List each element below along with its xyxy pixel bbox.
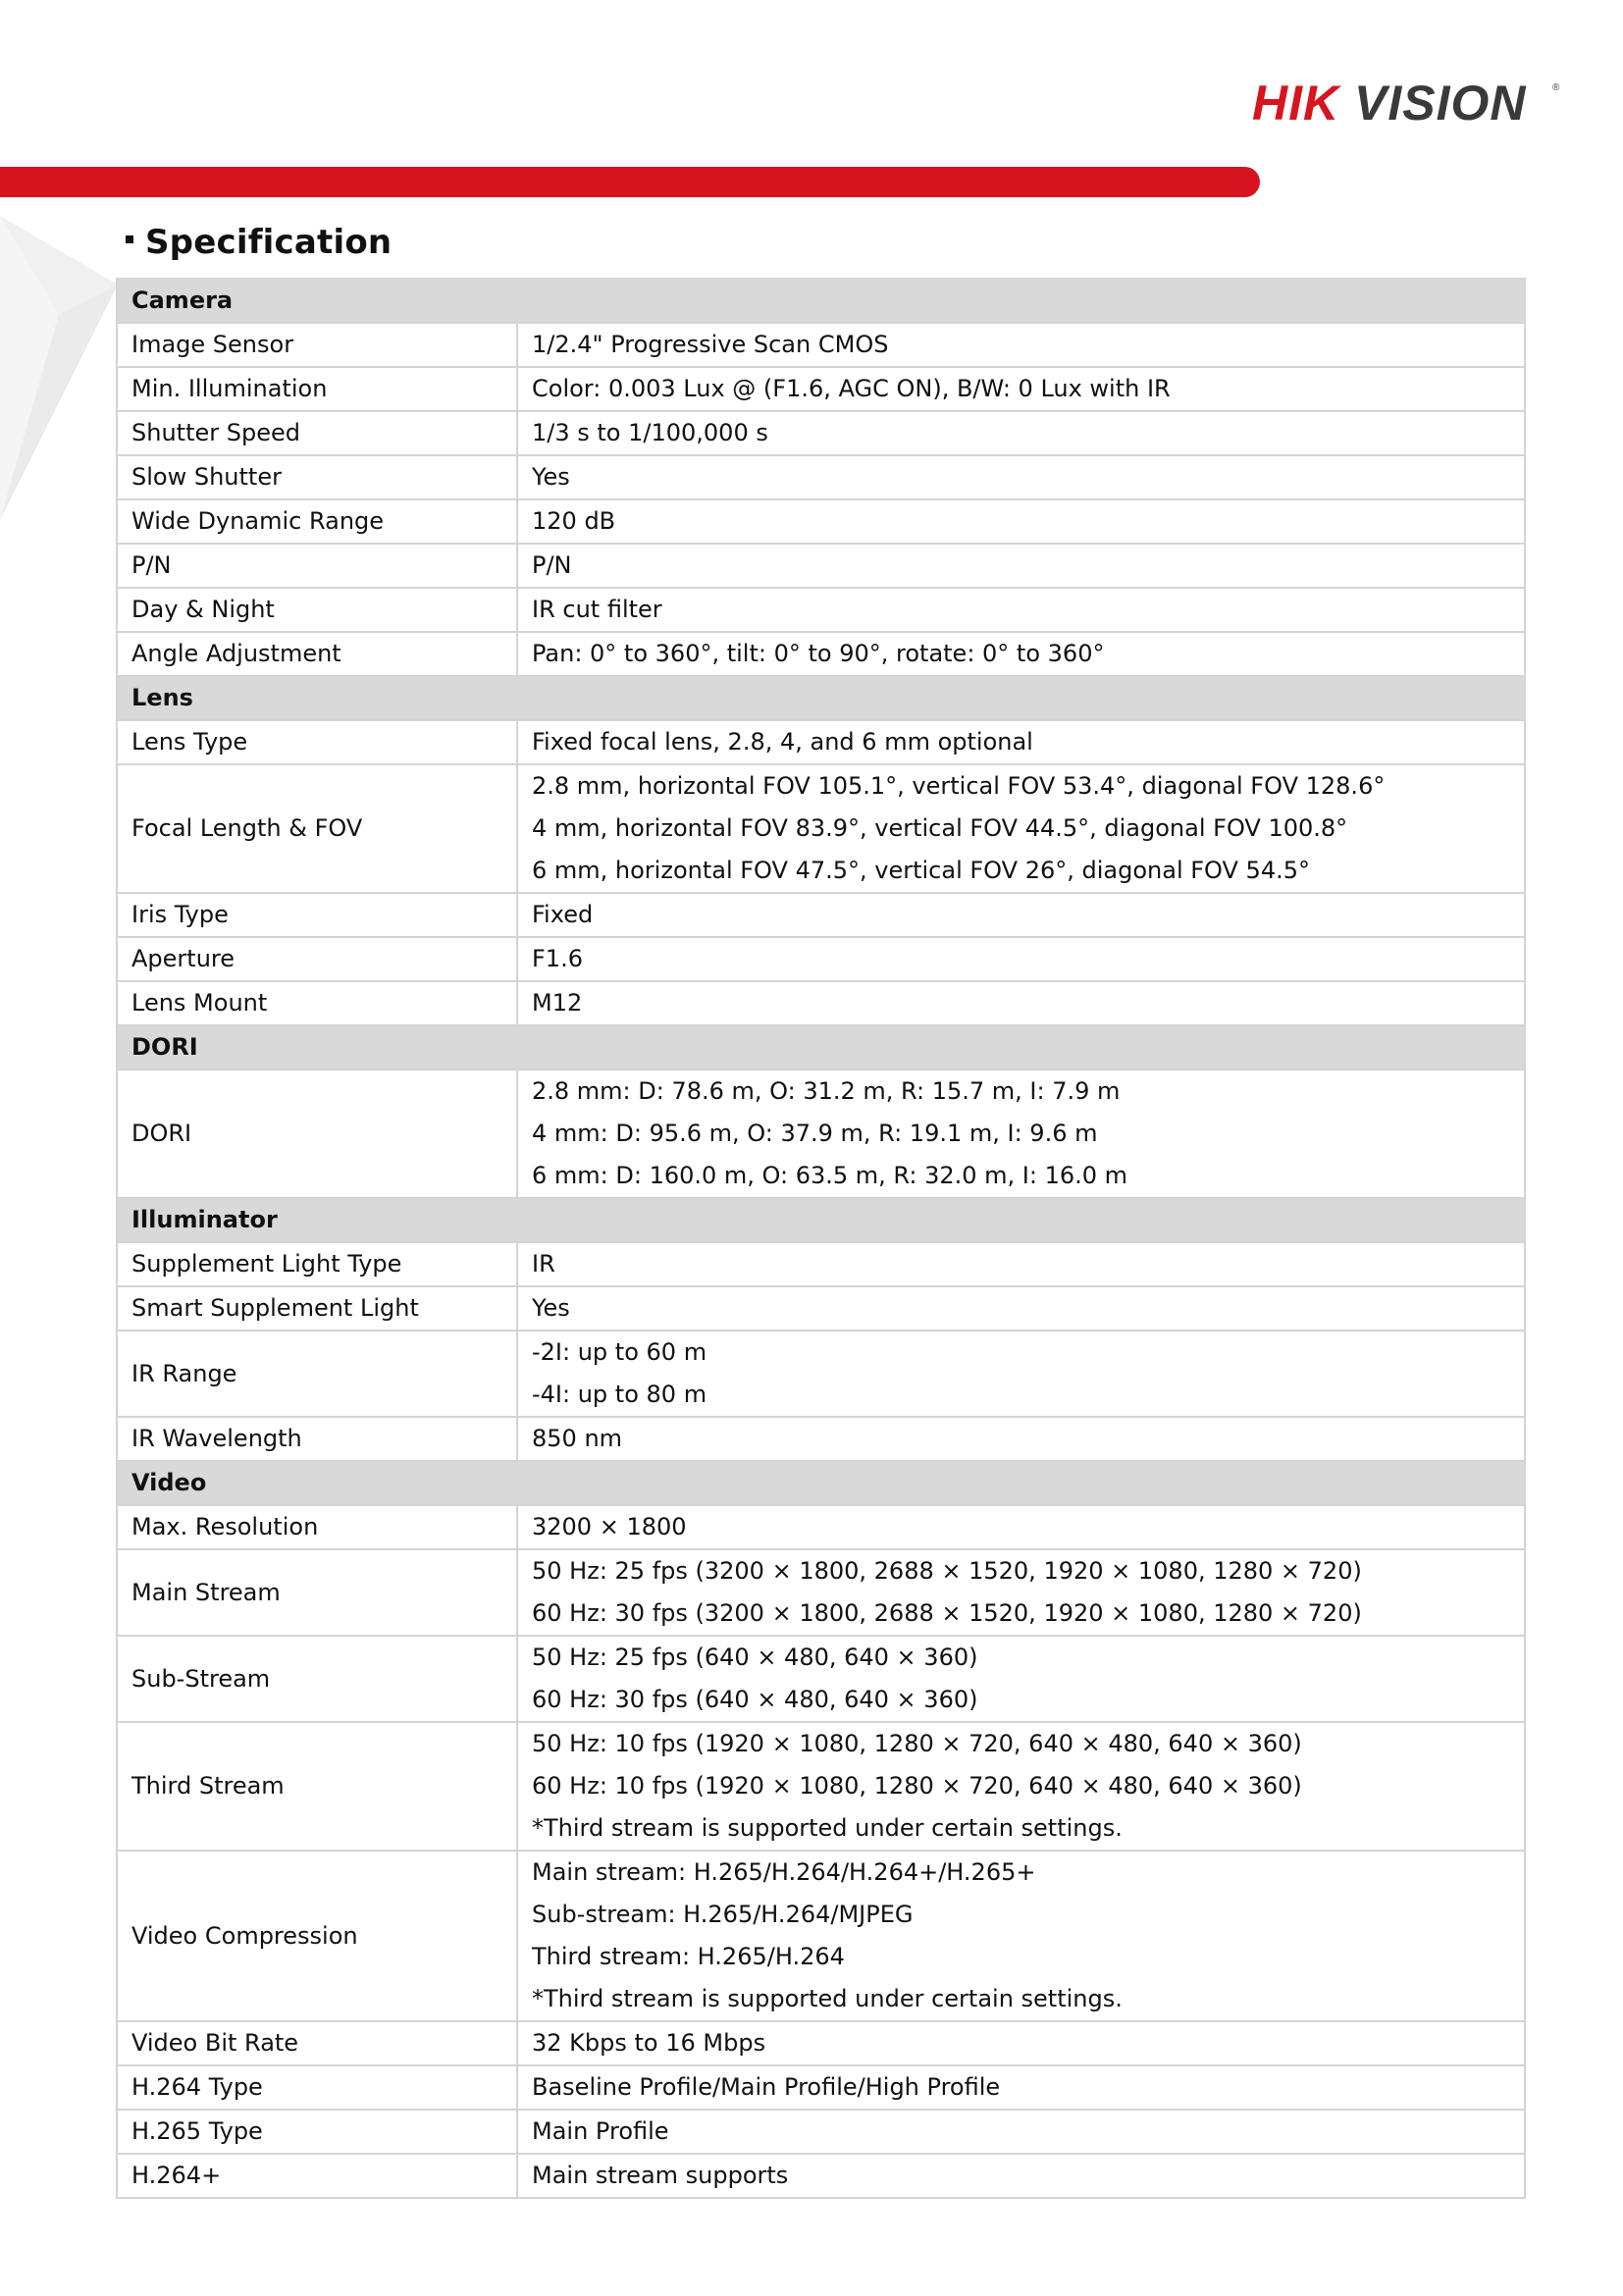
spec-value-cell — [517, 1636, 1525, 1722]
spec-label: DORI — [117, 1070, 517, 1198]
spec-row — [117, 1851, 1525, 2021]
spec-value: 850 nm — [532, 1425, 623, 1452]
spec-value-cell — [517, 1549, 1525, 1636]
spec-value: Fixed focal lens, 2.8, 4, and 6 mm optional — [532, 728, 1033, 756]
spec-value: 50 Hz: 10 fps (1920 × 1080, 1280 × 720, 640 × 480, 640 × 360) — [532, 1730, 1302, 1757]
spec-label: Supplement Light Type — [117, 1242, 517, 1286]
spec-value: -2I: up to 60 m — [532, 1338, 707, 1366]
spec-value: Pan: 0° to 360°, tilt: 0° to 90°, rotate: 0° to 360° — [532, 640, 1105, 667]
spec-value: 4 mm: D: 95.6 m, O: 37.9 m, R: 19.1 m, I: 9.6 m — [532, 1120, 1098, 1147]
spec-row — [117, 588, 1525, 632]
spec-label: Aperture — [117, 937, 517, 981]
spec-value-cell — [517, 632, 1525, 676]
spec-value-cell — [517, 455, 1525, 499]
spec-label: Max. Resolution — [117, 1505, 517, 1549]
spec-label: Min. Illumination — [117, 367, 517, 411]
spec-value-cell — [517, 2110, 1525, 2154]
spec-value-cell — [517, 2065, 1525, 2110]
spec-row — [117, 1070, 1525, 1198]
spec-value: 60 Hz: 10 fps (1920 × 1080, 1280 × 720, 640 × 480, 640 × 360) — [532, 1772, 1302, 1800]
spec-value-cell — [517, 367, 1525, 411]
decorative-shape — [0, 196, 128, 530]
spec-label: H.264+ — [117, 2154, 517, 2198]
spec-value: 60 Hz: 30 fps (3200 × 1800, 2688 × 1520, 1920 × 1080, 1280 × 720) — [532, 1599, 1362, 1627]
spec-label: Lens Mount — [117, 981, 517, 1025]
spec-row — [117, 323, 1525, 367]
spec-value-cell — [517, 2021, 1525, 2065]
section-title: DORI — [117, 1025, 1525, 1070]
spec-value: Main Profile — [532, 2117, 669, 2145]
spec-table — [116, 278, 1526, 2199]
spec-value: 1/2.4" Progressive Scan CMOS — [532, 331, 889, 358]
spec-value: IR — [532, 1250, 555, 1278]
section-header-row — [117, 676, 1525, 720]
spec-value-cell — [517, 499, 1525, 544]
spec-row — [117, 367, 1525, 411]
spec-value-cell — [517, 588, 1525, 632]
hikvision-logo — [1252, 73, 1566, 131]
spec-value: Sub-stream: H.265/H.264/MJPEG — [532, 1901, 914, 1928]
spec-value: F1.6 — [532, 945, 583, 972]
spec-value-cell — [517, 1242, 1525, 1286]
spec-value: 6 mm: D: 160.0 m, O: 63.5 m, R: 32.0 m, I: 16.0 m — [532, 1162, 1128, 1189]
spec-label: Iris Type — [117, 893, 517, 937]
spec-value: Color: 0.003 Lux @ (F1.6, AGC ON), B/W: 0 Lux with IR — [532, 375, 1171, 402]
spec-label: P/N — [117, 544, 517, 588]
spec-row — [117, 2065, 1525, 2110]
spec-value-cell — [517, 1331, 1525, 1417]
spec-value: *Third stream is supported under certain settings. — [532, 1985, 1123, 2012]
spec-label: IR Range — [117, 1331, 517, 1417]
spec-row — [117, 499, 1525, 544]
spec-value: 32 Kbps to 16 Mbps — [532, 2029, 766, 2057]
spec-value: *Third stream is supported under certain settings. — [532, 1814, 1123, 1842]
spec-value: Main stream supports — [532, 2162, 789, 2189]
spec-row — [117, 981, 1525, 1025]
spec-label: Day & Night — [117, 588, 517, 632]
spec-row — [117, 2154, 1525, 2198]
spec-row — [117, 455, 1525, 499]
spec-value: M12 — [532, 989, 583, 1017]
spec-label: H.265 Type — [117, 2110, 517, 2154]
section-title: Camera — [117, 279, 1525, 323]
spec-row — [117, 1417, 1525, 1461]
spec-label: H.264 Type — [117, 2065, 517, 2110]
spec-label: Third Stream — [117, 1722, 517, 1851]
spec-value-cell — [517, 764, 1525, 893]
spec-value: Fixed — [532, 901, 594, 928]
spec-value-cell — [517, 1417, 1525, 1461]
spec-value: 6 mm, horizontal FOV 47.5°, vertical FOV 26°, diagonal FOV 54.5° — [532, 857, 1310, 884]
spec-row — [117, 1505, 1525, 1549]
spec-value-cell — [517, 1505, 1525, 1549]
spec-value-cell — [517, 893, 1525, 937]
spec-label: Focal Length & FOV — [117, 764, 517, 893]
page-title-block — [126, 218, 392, 267]
spec-label: Lens Type — [117, 720, 517, 764]
spec-row — [117, 1636, 1525, 1722]
spec-label: Video Bit Rate — [117, 2021, 517, 2065]
spec-row — [117, 1242, 1525, 1286]
spec-value: 50 Hz: 25 fps (3200 × 1800, 2688 × 1520, 1920 × 1080, 1280 × 720) — [532, 1557, 1362, 1585]
spec-value-cell — [517, 1722, 1525, 1851]
spec-value-cell — [517, 1286, 1525, 1331]
spec-row — [117, 1722, 1525, 1851]
spec-value: P/N — [532, 551, 572, 579]
spec-label: Image Sensor — [117, 323, 517, 367]
page-title: Specification — [145, 223, 393, 262]
svg-text:VISION: VISION — [1354, 76, 1527, 130]
spec-value: -4I: up to 80 m — [532, 1381, 707, 1408]
section-title: Lens — [117, 676, 1525, 720]
header-accent-bar — [0, 167, 1260, 197]
spec-value: Yes — [532, 1294, 570, 1322]
spec-row — [117, 632, 1525, 676]
spec-value-cell — [517, 981, 1525, 1025]
spec-value: 120 dB — [532, 507, 616, 535]
section-header-row — [117, 1025, 1525, 1070]
spec-value: Yes — [532, 463, 570, 491]
spec-value: Baseline Profile/Main Profile/High Profile — [532, 2073, 1001, 2101]
spec-label: Shutter Speed — [117, 411, 517, 455]
section-header-row — [117, 1461, 1525, 1505]
svg-text:HIK: HIK — [1252, 76, 1340, 130]
spec-value: IR cut filter — [532, 596, 662, 623]
spec-row — [117, 893, 1525, 937]
spec-value-cell — [517, 411, 1525, 455]
spec-row — [117, 720, 1525, 764]
spec-row — [117, 2021, 1525, 2065]
spec-value-cell — [517, 544, 1525, 588]
spec-value: 2.8 mm: D: 78.6 m, O: 31.2 m, R: 15.7 m, I: 7.9 m — [532, 1077, 1121, 1105]
spec-label: Wide Dynamic Range — [117, 499, 517, 544]
spec-row — [117, 411, 1525, 455]
spec-value-cell — [517, 720, 1525, 764]
spec-label: IR Wavelength — [117, 1417, 517, 1461]
svg-text:®: ® — [1552, 82, 1560, 93]
spec-value: 1/3 s to 1/100,000 s — [532, 419, 768, 446]
spec-value: Main stream: H.265/H.264/H.264+/H.265+ — [532, 1858, 1036, 1886]
spec-row — [117, 2110, 1525, 2154]
spec-value: 60 Hz: 30 fps (640 × 480, 640 × 360) — [532, 1686, 978, 1713]
spec-row — [117, 1286, 1525, 1331]
spec-value-cell — [517, 1070, 1525, 1198]
spec-label: Angle Adjustment — [117, 632, 517, 676]
spec-row — [117, 937, 1525, 981]
spec-label: Smart Supplement Light — [117, 1286, 517, 1331]
spec-value: 4 mm, horizontal FOV 83.9°, vertical FOV 44.5°, diagonal FOV 100.8° — [532, 814, 1348, 842]
spec-value: Third stream: H.265/H.264 — [532, 1943, 845, 1970]
spec-label: Video Compression — [117, 1851, 517, 2021]
spec-value: 2.8 mm, horizontal FOV 105.1°, vertical FOV 53.4°, diagonal FOV 128.6° — [532, 772, 1386, 800]
spec-row — [117, 764, 1525, 893]
spec-row — [117, 1549, 1525, 1636]
spec-value-cell — [517, 323, 1525, 367]
spec-value-cell — [517, 1851, 1525, 2021]
spec-value: 3200 × 1800 — [532, 1513, 687, 1540]
spec-row — [117, 544, 1525, 588]
spec-label: Sub-Stream — [117, 1636, 517, 1722]
spec-value: 50 Hz: 25 fps (640 × 480, 640 × 360) — [532, 1644, 978, 1671]
section-title: Illuminator — [117, 1198, 1525, 1242]
title-bullet-icon — [126, 235, 133, 243]
section-title: Video — [117, 1461, 1525, 1505]
section-header-row — [117, 1198, 1525, 1242]
spec-value-cell — [517, 937, 1525, 981]
spec-label: Main Stream — [117, 1549, 517, 1636]
spec-label: Slow Shutter — [117, 455, 517, 499]
spec-row — [117, 1331, 1525, 1417]
spec-value-cell — [517, 2154, 1525, 2198]
section-header-row — [117, 279, 1525, 323]
